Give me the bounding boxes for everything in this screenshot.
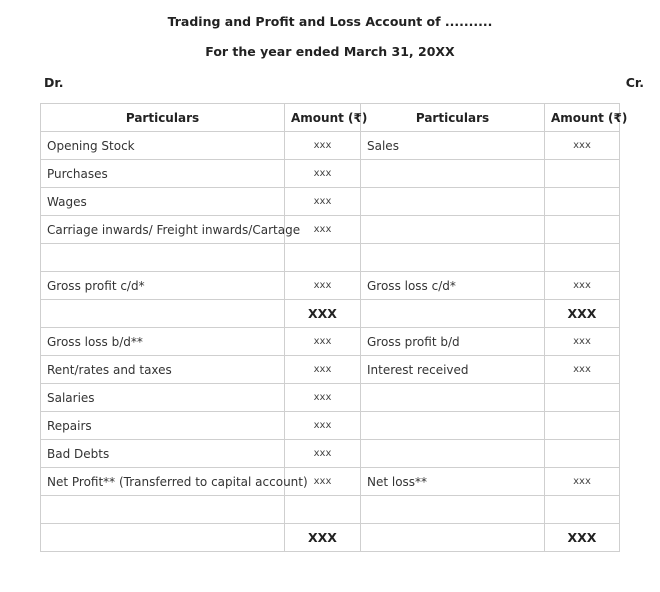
credit-particular-cell [361, 188, 545, 216]
credit-particular-cell: Gross loss c/d* [361, 272, 545, 300]
table-row [41, 384, 620, 412]
table-row [41, 300, 620, 328]
table-row [41, 272, 620, 300]
table-row [41, 496, 620, 524]
table-row [41, 468, 620, 496]
table-header-row [41, 104, 620, 132]
credit-particular-cell: Sales [361, 132, 545, 160]
debit-particular-cell: Salaries [41, 384, 285, 412]
table-row [41, 524, 620, 552]
debit-amount-cell: xxx [285, 272, 361, 300]
debit-particular-cell: Rent/rates and taxes [41, 356, 285, 384]
debit-amount-cell: xxx [285, 412, 361, 440]
credit-particular-cell [361, 216, 545, 244]
debit-particular-cell: Net Profit** (Transferred to capital account) [41, 468, 285, 496]
debit-amount-cell: XXX [285, 300, 361, 328]
account-title: Trading and Profit and Loss Account of .......... [167, 14, 493, 29]
ledger-table [40, 103, 628, 552]
table-row [41, 440, 620, 468]
debit-amount-cell: xxx [285, 188, 361, 216]
credit-particular-cell [361, 300, 545, 328]
debit-particular-cell: Repairs [41, 412, 285, 440]
table-row [41, 412, 620, 440]
debit-particular-cell: Purchases [41, 160, 285, 188]
table-row [41, 356, 620, 384]
debit-amount-cell [285, 244, 361, 272]
debit-particulars-header: Particulars [41, 104, 285, 132]
debit-amount-cell: xxx [285, 384, 361, 412]
debit-amount-cell: XXX [285, 524, 361, 552]
debit-label: Dr. [44, 75, 64, 90]
debit-amount-cell: xxx [285, 328, 361, 356]
account-period: For the year ended March 31, 20XX [205, 44, 455, 59]
credit-particular-cell: Interest received [361, 356, 545, 384]
credit-label: Cr. [625, 75, 644, 90]
debit-particular-cell: Carriage inwards/ Freight inwards/Cartage [41, 216, 285, 244]
credit-particular-cell [361, 524, 545, 552]
credit-amount-cell: xxx [545, 468, 620, 496]
credit-amount-cell [545, 244, 620, 272]
debit-amount-cell: xxx [285, 216, 361, 244]
table-row [41, 328, 620, 356]
debit-amount-cell: xxx [285, 468, 361, 496]
credit-particular-cell [361, 160, 545, 188]
credit-particular-cell: Gross profit b/d [361, 328, 545, 356]
debit-particular-cell [41, 496, 285, 524]
credit-amount-cell [545, 160, 620, 188]
credit-particular-cell [361, 496, 545, 524]
debit-particular-cell: Wages [41, 188, 285, 216]
credit-amount-cell [545, 188, 620, 216]
credit-amount-cell: xxx [545, 356, 620, 384]
debit-particular-cell [41, 524, 285, 552]
table-row [41, 132, 620, 160]
credit-amount-cell: xxx [545, 272, 620, 300]
credit-amount-cell: XXX [545, 524, 620, 552]
debit-amount-header: Amount (₹) [285, 104, 361, 132]
debit-particular-cell: Opening Stock [41, 132, 285, 160]
table-row [41, 160, 620, 188]
credit-particular-cell [361, 384, 545, 412]
credit-particular-cell: Net loss** [361, 468, 545, 496]
credit-amount-cell [545, 496, 620, 524]
debit-amount-cell: xxx [285, 160, 361, 188]
debit-amount-cell: xxx [285, 132, 361, 160]
credit-amount-header: Amount (₹) [545, 104, 620, 132]
credit-amount-cell [545, 216, 620, 244]
debit-amount-cell: xxx [285, 440, 361, 468]
table-row [41, 216, 620, 244]
table-row [41, 188, 620, 216]
credit-particular-cell [361, 440, 545, 468]
debit-particular-cell [41, 244, 285, 272]
debit-particular-cell: Gross profit c/d* [41, 272, 285, 300]
debit-amount-cell: xxx [285, 356, 361, 384]
credit-amount-cell: xxx [545, 328, 620, 356]
debit-particular-cell: Gross loss b/d** [41, 328, 285, 356]
credit-amount-cell [545, 440, 620, 468]
credit-particular-cell [361, 244, 545, 272]
debit-particular-cell [41, 300, 285, 328]
credit-amount-cell: XXX [545, 300, 620, 328]
debit-particular-cell: Bad Debts [41, 440, 285, 468]
credit-particulars-header: Particulars [361, 104, 545, 132]
credit-particular-cell [361, 412, 545, 440]
credit-amount-cell: xxx [545, 132, 620, 160]
credit-amount-cell [545, 384, 620, 412]
credit-amount-cell [545, 412, 620, 440]
debit-amount-cell [285, 496, 361, 524]
table-row [41, 244, 620, 272]
